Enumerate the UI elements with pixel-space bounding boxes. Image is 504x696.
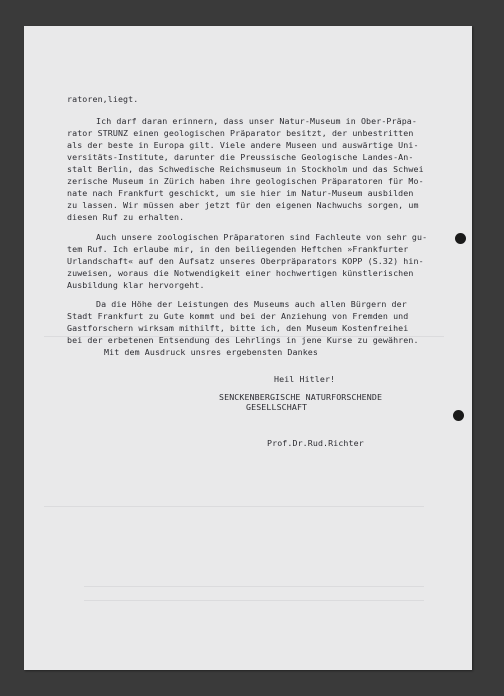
body-line: ratoren,liegt. xyxy=(67,94,139,104)
body-line: stalt Berlin, das Schwedische Reichsmuseum in Stockholm und das Schwei xyxy=(67,164,424,174)
body-line: Gastforschern wirksam mithilft, bitte ich, den Museum Kostenfreihei xyxy=(67,323,409,333)
organization-name-line2: GESELLSCHAFT xyxy=(246,402,308,412)
punch-hole xyxy=(453,410,464,421)
paragraph-start-line: Da die Höhe der Leistungen des Museums auch allen Bürgern der xyxy=(96,299,407,309)
organization-name: SENCKENBERGISCHE NATURFORSCHENDE xyxy=(219,392,383,402)
closing-line: Mit dem Ausdruck unsres ergebensten Dankes xyxy=(104,347,318,357)
body-line: diesen Ruf zu erhalten. xyxy=(67,212,185,222)
paragraph-start-line: Auch unsere zoologischen Präparatoren sind Fachleute von sehr gu- xyxy=(96,232,428,242)
body-line: nate nach Frankfurt geschickt, um sie hier im Natur-Museum ausbilden xyxy=(67,188,414,198)
body-line: zu lassen. Wir müssen aber jetzt für den eigenen Nachwuchs sorgen, um xyxy=(67,200,419,210)
body-line: rator STRUNZ einen geologischen Präparator besitzt, der unbestritten xyxy=(67,128,414,138)
body-line: versitäts-Institute, darunter die Preussische Geologische Landes-An- xyxy=(67,152,414,162)
body-line: Ausbildung klar hervorgeht. xyxy=(67,280,205,290)
paragraph-start-line: Ich darf daran erinnern, dass unser Natur-Museum in Ober-Präpa- xyxy=(96,116,417,126)
reverse-bleed-through xyxy=(84,600,424,601)
signatory: Prof.Dr.Rud.Richter xyxy=(267,438,364,448)
body-line: tem Ruf. Ich erlaube mir, in den beiliegenden Heftchen »Frankfurter xyxy=(67,244,409,254)
body-line: zuweisen, woraus die Notwendigkeit einer hochwertigen künstlerischen xyxy=(67,268,414,278)
body-line: als der beste in Europa gilt. Viele andere Museen und auswärtige Uni- xyxy=(67,140,419,150)
reverse-bleed-through xyxy=(44,506,424,507)
punch-hole xyxy=(455,233,466,244)
greeting: Heil Hitler! xyxy=(274,374,336,384)
body-line: Stadt Frankfurt zu Gute kommt und bei der Anziehung von Fremden und xyxy=(67,311,409,321)
reverse-bleed-through xyxy=(84,586,424,587)
letter-page xyxy=(24,26,472,670)
body-line: zerische Museum in Zürich haben ihre geologischen Präparatoren für Mo- xyxy=(67,176,424,186)
body-line: Urlandschaft« auf den Aufsatz unseres Oberpräparators KOPP (S.32) hin- xyxy=(67,256,424,266)
body-line: bei der erbetenen Entsendung des Lehrlings in jene Kurse zu gewähren. xyxy=(67,335,419,345)
